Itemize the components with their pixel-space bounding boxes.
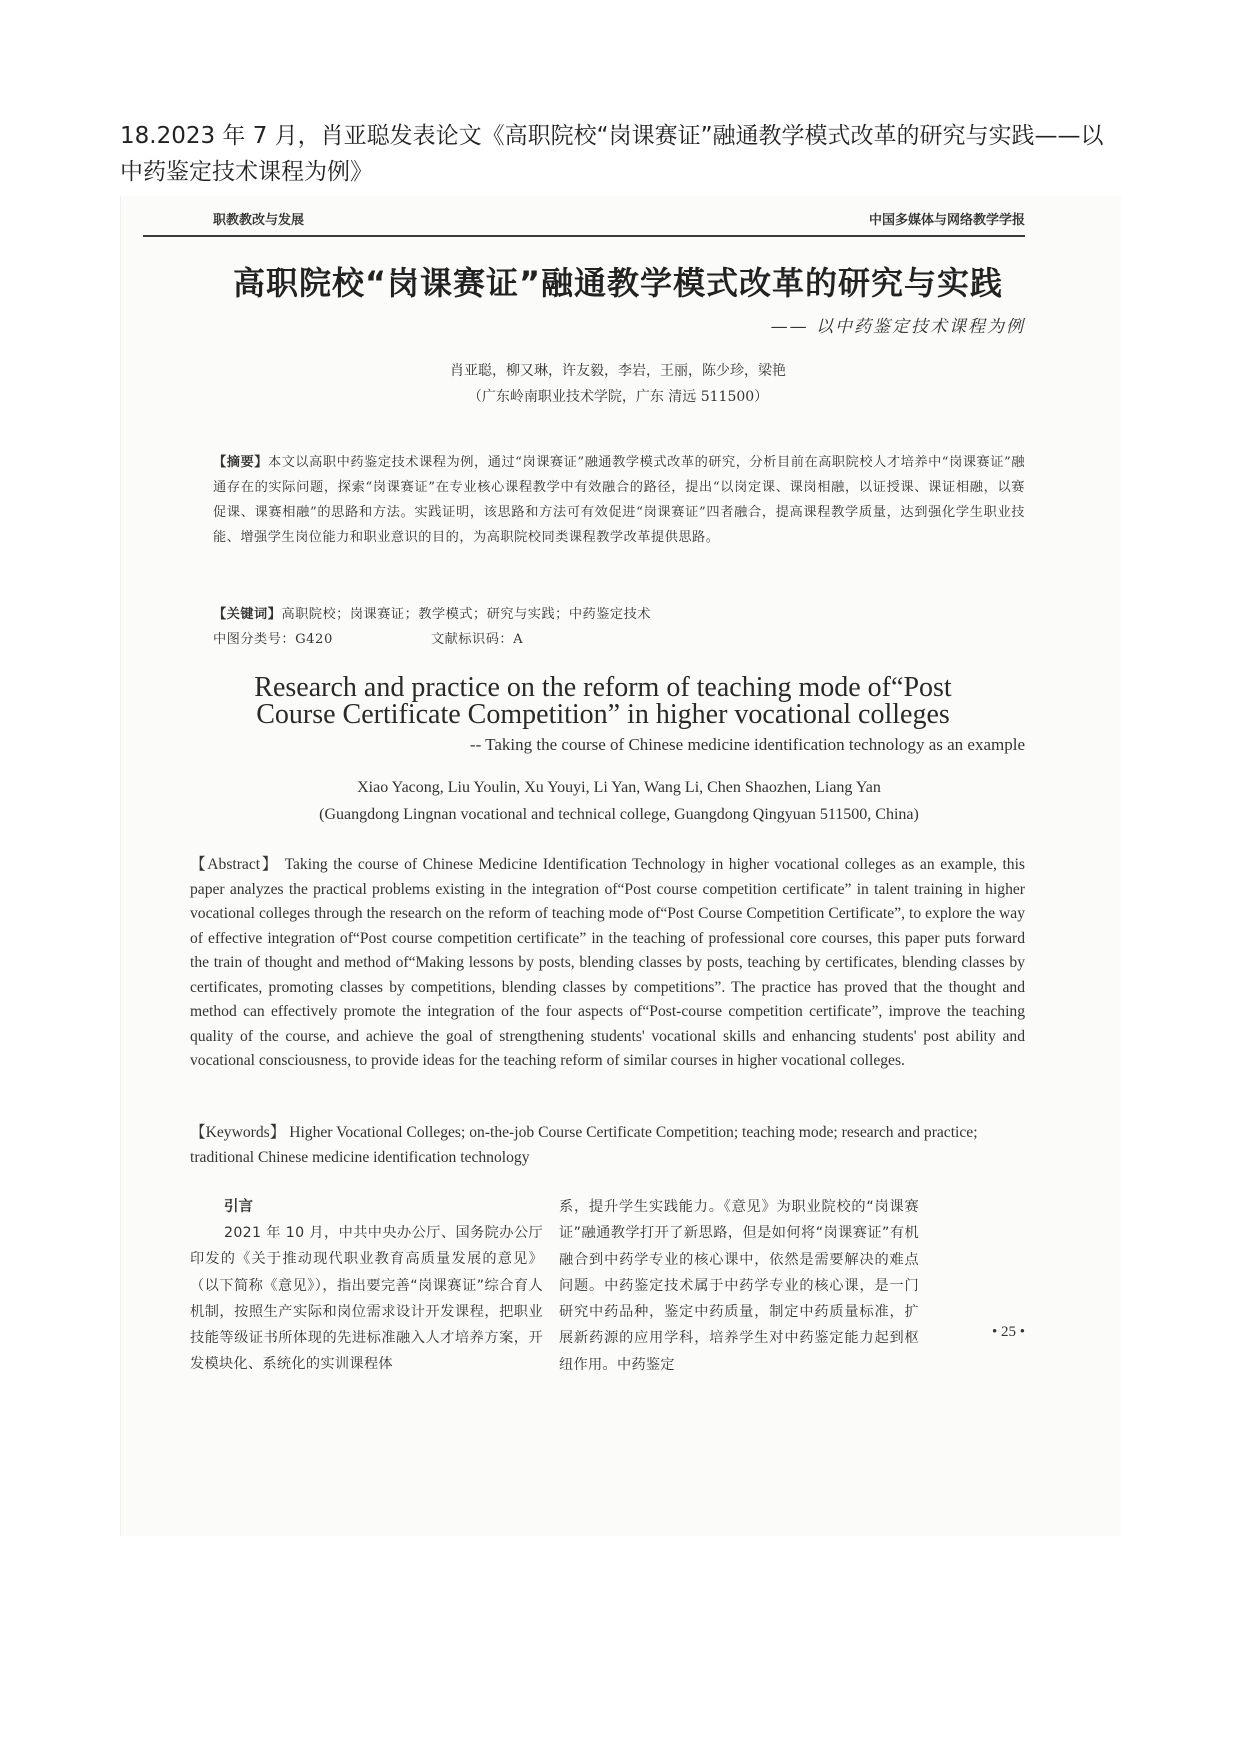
document-caption: 18.2023 年 7 月，肖亚聪发表论文《高职院校“岗课赛证”融通教学模式改革的研究与实践——以中药鉴定技术课程为例》 [120, 123, 1104, 185]
english-abstract-label: 【Abstract】 [190, 856, 280, 873]
body-paragraph-left: 2021 年 10 月，中共中央办公厅、国务院办公厅印发的《关于推动现代职业教育高质量发展的意见》（以下简称《意见》），指出要完善“岗课赛证”综合育人机制，按照生产实际和岗位需求设计开发课程，把职业技能等级证书所体现的先进标准融入人才培养方案，开发模块化、系统化的实训课程体 [190, 1225, 543, 1373]
running-head [213, 204, 1025, 232]
chinese-keywords [213, 602, 1025, 627]
chinese-title: 高职院校“岗课赛证”融通教学模式改革的研究与实践 [232, 264, 1004, 302]
english-abstract-text: Taking the course of Chinese Medicine Identification Technology in higher vocational colleges as an example, this paper analyzes the practical problems existing in the integration of“Post course competition certificate” in talent training in higher vocational colleges through the research on the reform of teaching mode of“Post Course Competition Certificate”, to explore the way of effective integration of“Post course competition certificate” in the teaching of professional core courses, this paper puts forward the train of thought and method of“Making lessons by posts, blending classes by posts, teaching by certificates, blending classes by certificates, promoting classes by competitions, blending classes by competitions”. The practice has proved that the thought and method can effectively promote the integration of the four aspects of“Post-course competition certificate”, improve the teaching quality of the course, and achieve the goal of strengthening students' vocational skills and enhancing students' post ability and vocational consciousness, to provide ideas for the teaching reform of similar courses in higher vocational colleges. [190, 856, 1025, 1069]
scanned-article-page [120, 196, 1121, 1536]
english-keywords [190, 1121, 1025, 1170]
document-code: 文献标识码：A [431, 632, 524, 647]
chinese-keywords-text: 高职院校；岗课赛证；教学模式；研究与实践；中药鉴定技术 [281, 607, 651, 622]
running-head-section: 职教教改与发展 [213, 212, 305, 228]
chinese-affiliation: （广东岭南职业技术学院，广东 清远 511500） [467, 389, 769, 405]
chinese-authors: 肖亚聪，柳又琳，许友毅，李岩，王丽，陈少珍，梁艳 [450, 363, 786, 379]
english-title [181, 674, 1025, 728]
body-paragraph-right: 系，提升学生实践能力。《意见》为职业院校的“岗课赛证”融通教学打开了新思路，但是如何将“岗课赛证”有机融合到中药学专业的核心课中，依然是需要解决的难点问题。中药鉴定技术属于中药学专业的核心课，是一门研究中药品种，鉴定中药质量，制定中药质量标准，扩展新药源的应用学科，培养学生对中药鉴定能力起到枢纽作用。中药鉴定 [559, 1199, 919, 1373]
body-column-right [559, 1194, 919, 1378]
english-authors: Xiao Yacong, Liu Youlin, Xu Youyi, Li Yan, Wang Li, Chen Shaozhen, Liang Yan [357, 779, 881, 796]
english-abstract [190, 853, 1025, 1074]
english-title-line-2: Course Certificate Competition” in higher vocational colleges [256, 699, 950, 730]
english-keywords-text: Higher Vocational Colleges; on-the-job Course Certificate Competition; teaching mode; research and practice; traditional Chinese medicine identification technology [190, 1124, 978, 1166]
section-heading-introduction: 引言 [224, 1199, 253, 1215]
header-rule [143, 235, 1025, 237]
body-column-left [190, 1194, 543, 1378]
english-subtitle: -- Taking the course of Chinese medicine identification technology as an example [469, 735, 1025, 754]
english-title-line-1: Research and practice on the reform of teaching mode of“Post [254, 672, 952, 703]
chinese-abstract [213, 450, 1025, 550]
running-head-journal: 中国多媒体与网络教学学报 [868, 212, 1025, 228]
classification-number: 中图分类号：G420 [213, 632, 333, 647]
english-affiliation: (Guangdong Lingnan vocational and technical college, Guangdong Qingyuan 511500, China) [319, 806, 919, 823]
chinese-keywords-label: 【关键词】 [213, 607, 282, 622]
chinese-subtitle: —— 以中药鉴定技术课程为例 [770, 317, 1025, 337]
chinese-abstract-text: 本文以高职中药鉴定技术课程为例，通过“岗课赛证”融通教学模式改革的研究，分析目前在高职院校人才培养中“岗课赛证”融通存在的实际问题，探索“岗课赛证”在专业核心课程教学中有效融合的路径，提出“以岗定课、课岗相融，以证授课、课证相融，以赛促课、课赛相融”的思路和方法。实践证明，该思路和方法可有效促进“岗课赛证”四者融合，提高课程教学质量，达到强化学生职业技能、增强学生岗位能力和职业意识的目的，为高职院校同类课程教学改革提供思路。 [213, 455, 1026, 545]
chinese-abstract-label: 【摘要】 [213, 455, 268, 470]
page-number: • 25 • [991, 1324, 1025, 1340]
english-keywords-label: 【Keywords】 [190, 1124, 286, 1141]
